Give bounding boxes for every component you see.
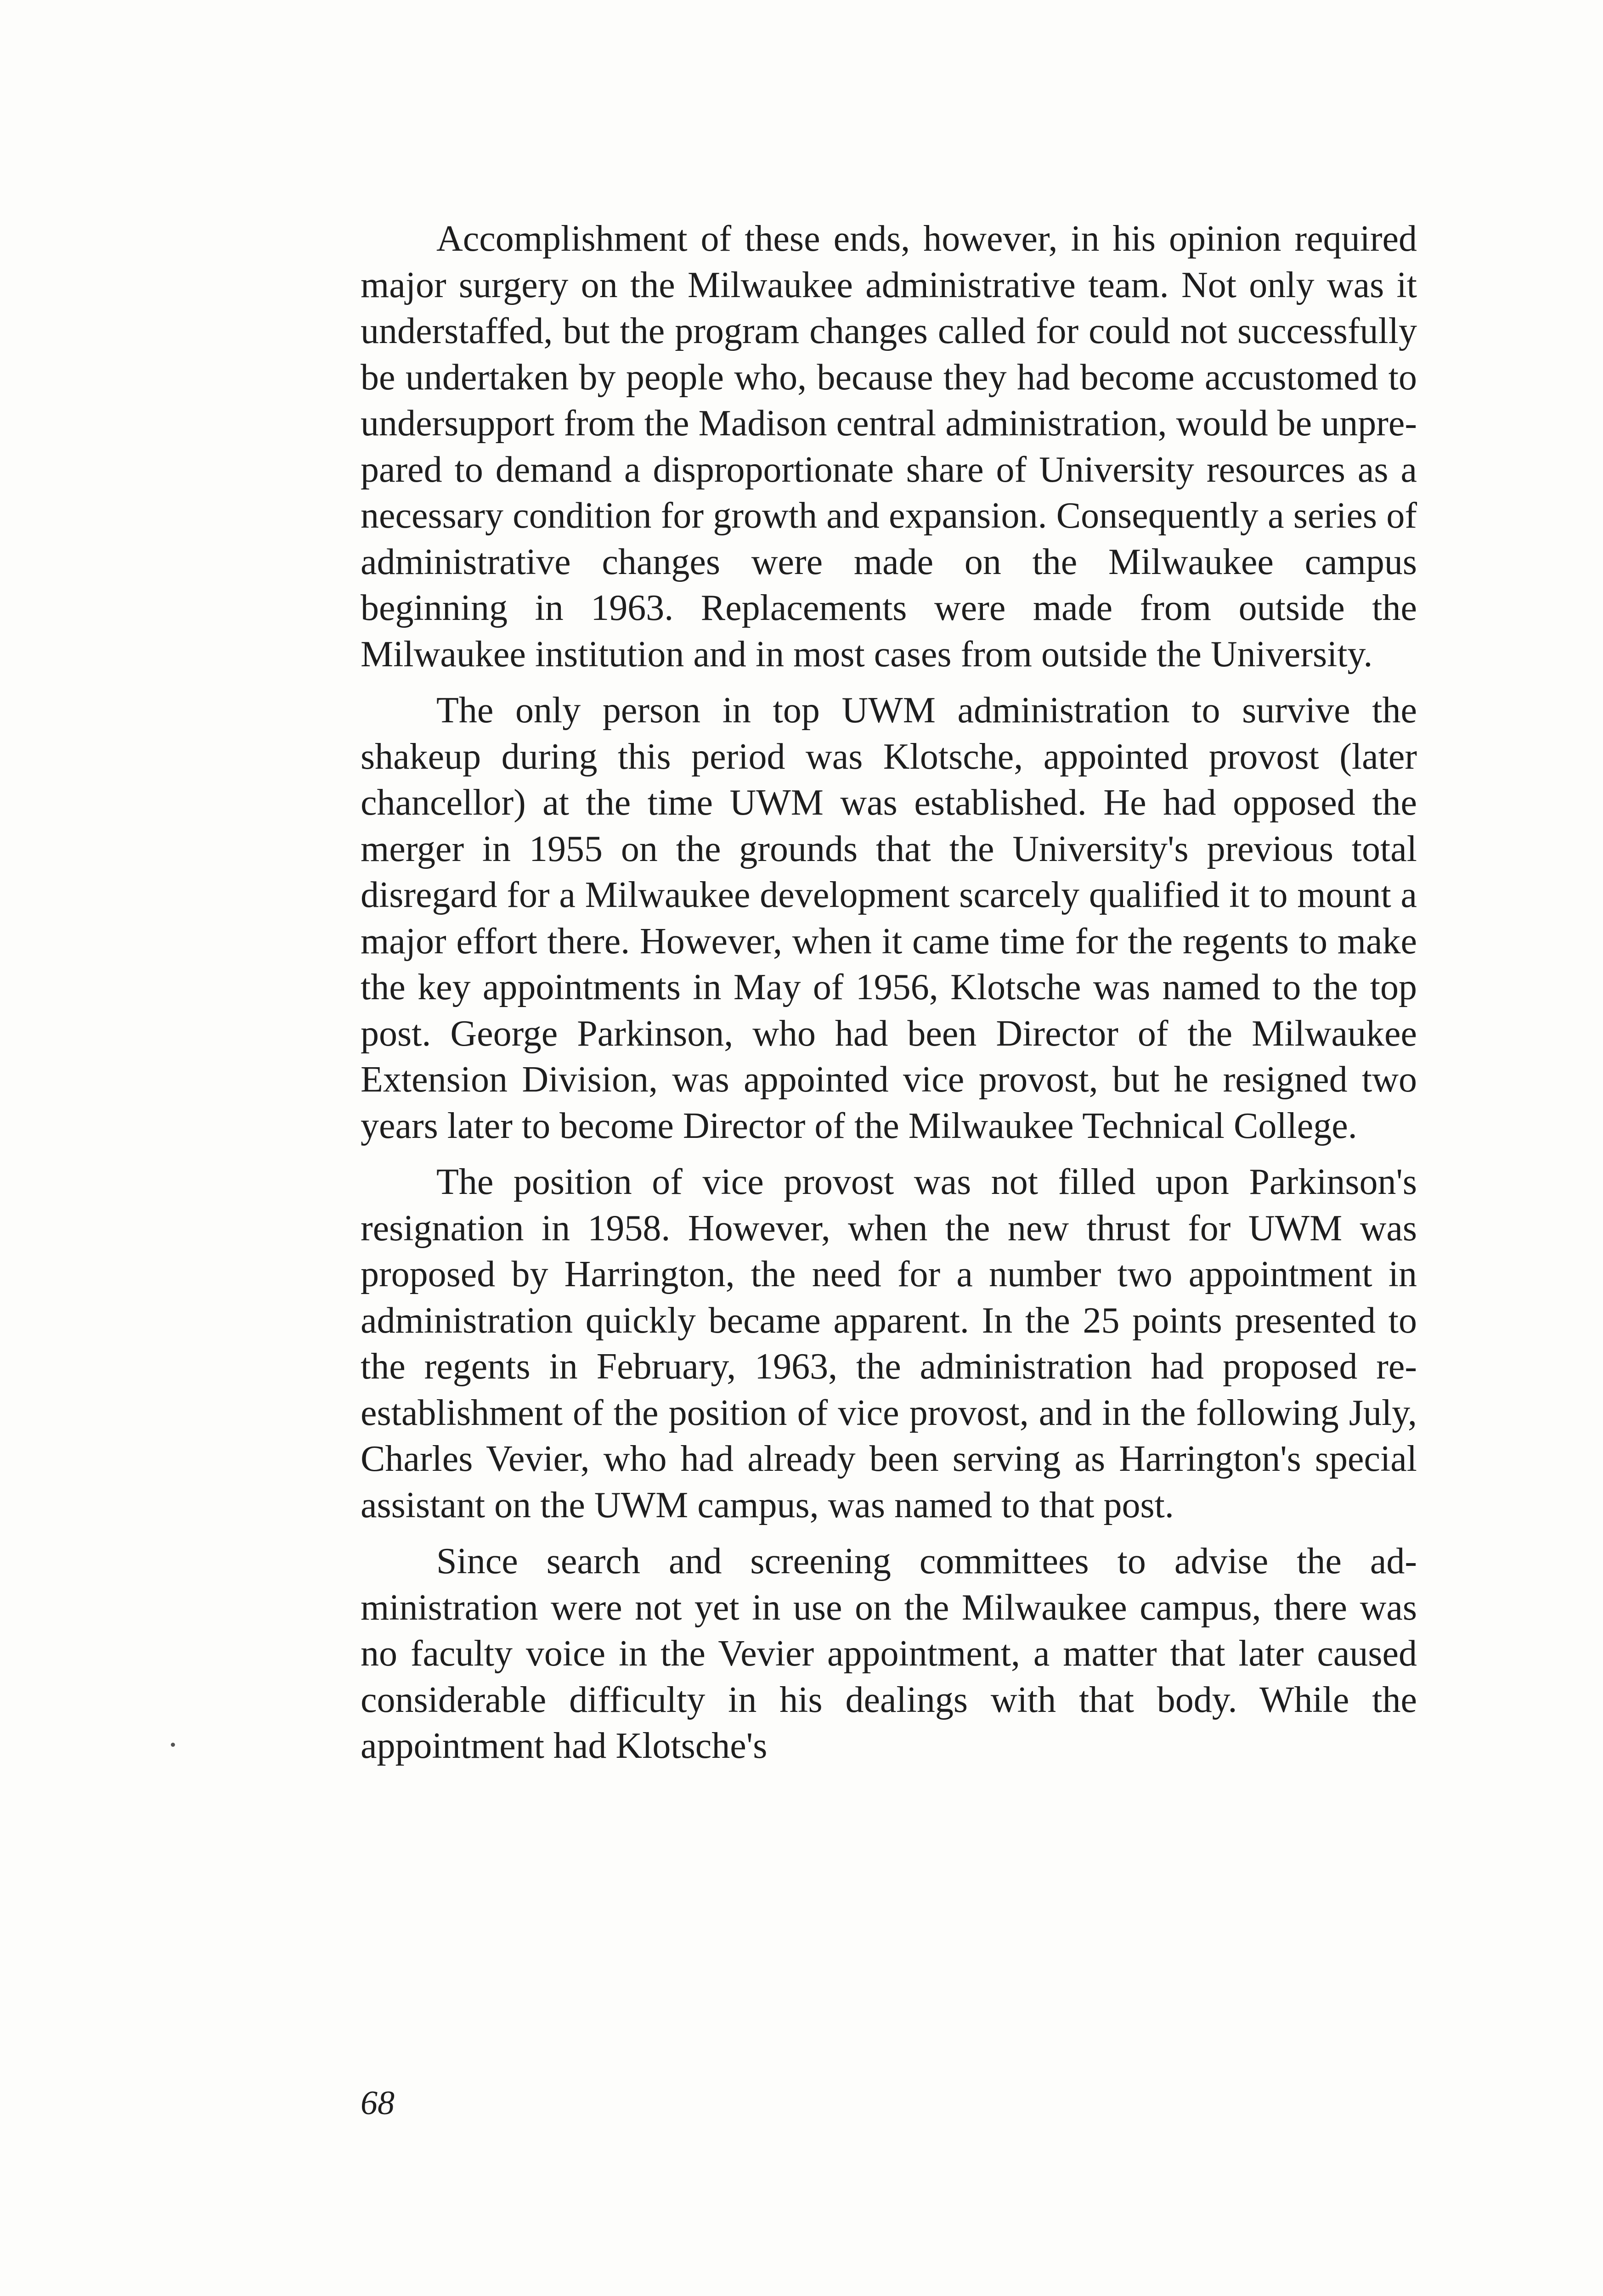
paragraph-3: The position of vice provost was not filled upon Parkinson's resignation in 1958. However, when the new thrust for UWM was proposed by Harrington, the need for a number two appointment in administration quickly became apparent. In the 25 points presented to the regents in February, 1963, the administration had proposed re-establishment of the position of vice provost, and in the following July, Charles Vevier, who had already been serving as Harrington's special assistant on the UWM campus, was named to that post. [361,1162,1417,1525]
body-text [361,216,1417,1769]
paragraph-1: Accomplishment of these ends, however, in his opinion required major surgery on the Milwaukee administrative team. Not only was it understaffed, but the program changes called for could not successfully be undertaken by people who, because they had become accustomed to undersupport from the Madison central administration, would be unprepared to demand a disproportionate share of University resources as a necessary condition for growth and expansion. Consequently a series of administrative changes were made on the Milwaukee campus beginning in 1963. Replacements were made from outside the Milwaukee institution and in most cases from outside the University. [361,219,1417,675]
page-number: 68 [361,2084,395,2122]
scan-speck [171,1743,175,1747]
paragraph-2: The only person in top UWM administration to survive the shakeup during this period was Klotsche, appointed provost (later chancellor) at the time UWM was established. He had opposed the merger in 1955 on the grounds that the University's previous total disregard for a Milwaukee development scarcely qualified it to mount a major effort there. However, when it came time for the regents to make the key appointments in May of 1956, Klotsche was named to the top post. George Parkinson, who had been Director of the Milwaukee Extension Division, was appointed vice provost, but he resigned two years later to become Director of the Milwaukee Technical College. [361,690,1417,1146]
paragraph-4: Since search and screening committees to advise the administration were not yet in use on the Milwaukee campus, there was no faculty voice in the Vevier appointment, a matter that later caused considerable difficulty in his dealings with that body. While the appointment had Klotsche's [361,1541,1417,1766]
